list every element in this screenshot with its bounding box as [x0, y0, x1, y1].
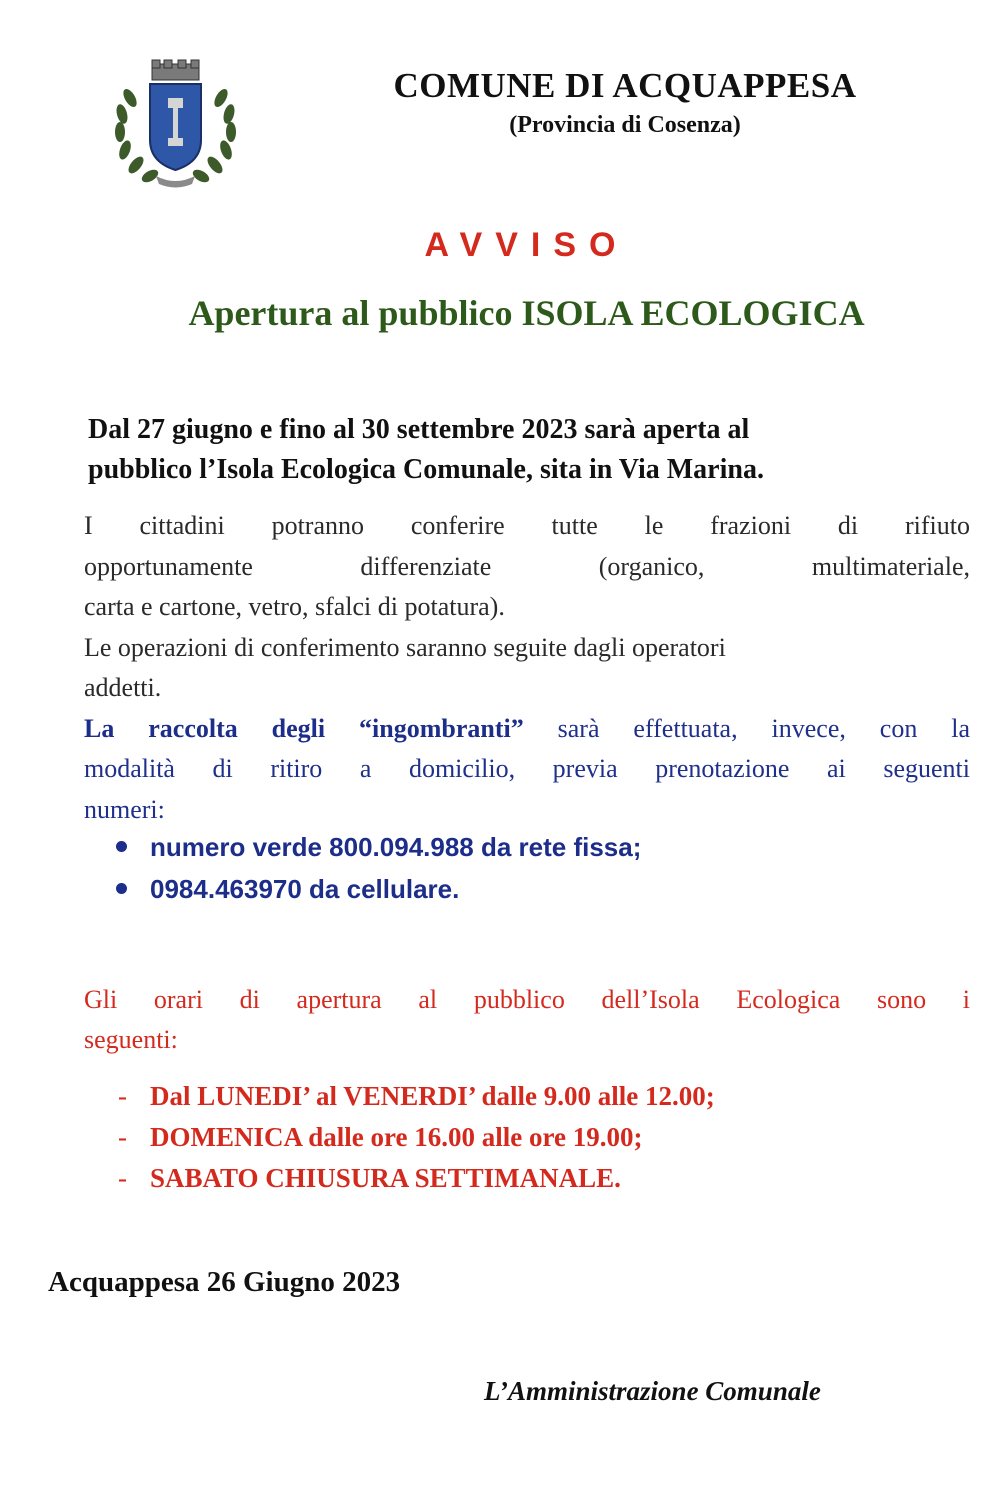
body-p2-line-1: Le operazioni di conferimento saranno seguite dagli operatori — [84, 632, 726, 662]
dash-icon: - — [118, 1122, 127, 1152]
province-subtitle: (Provincia di Cosenza) — [509, 112, 741, 138]
notice-subject: Apertura al pubblico ISOLA ECOLOGICA — [188, 293, 865, 333]
phone-mobile: 0984.463970 da cellulare. — [150, 874, 460, 904]
intro-line-2: pubblico l’Isola Ecologica Comunale, sita in Via Marina. — [88, 454, 764, 485]
hours-intro-line-2: seguenti: — [84, 1025, 178, 1054]
list-item — [118, 1076, 938, 1117]
hours-sunday: DOMENICA dalle ore 16.00 alle ore 19.00; — [150, 1122, 643, 1152]
bullet-icon — [116, 883, 127, 894]
bulky-line-1-rest: sarà effettuata, invece, con la — [523, 713, 970, 743]
bullet-icon — [116, 841, 127, 852]
hours-weekdays: Dal LUNEDI’ al VENERDI’ dalle 9.00 alle 12.00; — [150, 1081, 715, 1111]
body-p1-line-3: carta e cartone, vetro, sfalci di potatura). — [84, 592, 505, 621]
hours-saturday: SABATO CHIUSURA SETTIMANALE. — [150, 1163, 621, 1193]
opening-hours-list — [118, 1076, 938, 1199]
phone-number-list — [110, 826, 910, 910]
dash-icon: - — [118, 1163, 127, 1193]
bulky-line-2: modalità di ritiro a domicilio, previa prenotazione ai seguenti — [84, 754, 970, 783]
opening-hours-intro — [84, 980, 970, 1060]
body-p1-line-2: opportunamente differenziate (organico, multimateriale, — [84, 551, 970, 581]
bulky-line-1 — [84, 709, 970, 750]
body-p2-line-2: addetti. — [84, 673, 162, 702]
list-item — [110, 868, 910, 910]
bulky-waste-lead: La raccolta degli “ingombranti” — [84, 713, 524, 743]
municipal-coat-of-arms — [108, 58, 243, 193]
notice-heading: AVVISO — [424, 226, 629, 264]
place-and-date: Acquappesa 26 Giugno 2023 — [48, 1266, 401, 1298]
opening-announcement — [88, 410, 918, 490]
phone-toll-free: numero verde 800.094.988 da rete fissa; — [150, 832, 642, 862]
signature: L’Amministrazione Comunale — [484, 1376, 821, 1406]
body-p1-line-1: I cittadini potranno conferire tutte le frazioni di rifiuto — [84, 511, 970, 540]
bulky-line-3: numeri: — [84, 794, 165, 824]
hours-intro-line-1: Gli orari di apertura al pubblico dell’Isola Ecologica sono i — [84, 985, 970, 1014]
municipality-title: COMUNE DI ACQUAPPESA — [393, 66, 857, 105]
list-item — [118, 1117, 938, 1158]
body-paragraphs — [84, 506, 970, 830]
intro-line-1: Dal 27 giugno e fino al 30 settembre 2023 sarà aperta al — [88, 414, 750, 445]
list-item — [110, 826, 910, 868]
dash-icon: - — [118, 1081, 127, 1111]
list-item — [118, 1158, 938, 1199]
